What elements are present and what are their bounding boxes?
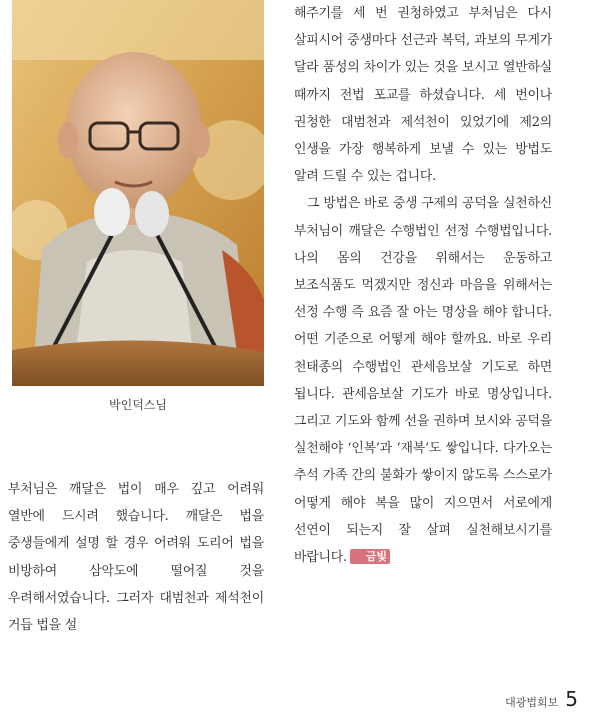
body-paragraph [294,190,552,571]
page-footer [505,687,578,711]
body-paragraph: 해주기를 세 번 권청하였고 부처님은 다시 살피시어 중생마다 선근과 복덕, 과보의 무게가 달라 품성의 차이가 있는 것을 보시고 열반하실 때까지 전법 포교를 하셨습니다. 세 번이나 권청한 대범천과 제석천이 있었기에 제2의 인생을 가장 행복하게 보낼 수 있는 방법도 알려 드릴 수 있는 겁니다. [294,6,552,185]
body-text: 그 방법은 바로 중생 구제의 공덕을 실천하신 부처님이 깨달은 수행법인 선정 수행법입니다. 나의 몸의 건강을 위해서는 운동하고 보조식품도 먹겠지만 정신과 마음을 위해서는 선정 수행 즉 요즘 잘 아는 명상을 해야 합니다. 어떤 기준으로 어떻게 해야 할까요. 바로 우리 천태종의 수행법인 관세음보살 기도로 하면 됩니다. 관세음보살 기도가 바로 명상입니다. 그리고 기도와 함께 선을 권하며 보시와 공덕을 실천해야 ‘인복’과 ‘재복’도 쌓입니다. 다가오는 추석 가족 간의 불화가 쌓이지 않도록 스스로가 어떻게 해야 복을 많이 지으면서 서로에게 선연이 되는지 잘 살펴 실천해보시기를 바랍니다. [294,196,552,566]
end-mark-badge: 금빛 [350,549,390,564]
photo-caption: 박인덕스님 [109,398,167,412]
left-column [8,476,264,639]
publication-name: 대광법회보 [505,696,559,709]
monk-photo-illustration [12,0,264,386]
monk-photo [12,0,264,386]
page-number: 5 [565,687,578,711]
body-paragraph: 부처님은 깨달은 법이 매우 깊고 어려워 열반에 드시려 했습니다. 깨달은 법을 중생들에게 설명 할 경우 어려워 도리어 법을 비방하여 삼악도에 떨어질 것을 우려해서였습니다. 그러자 대범천과 제석천이 거듭 법을 설 [8,482,264,634]
right-column [294,0,552,571]
